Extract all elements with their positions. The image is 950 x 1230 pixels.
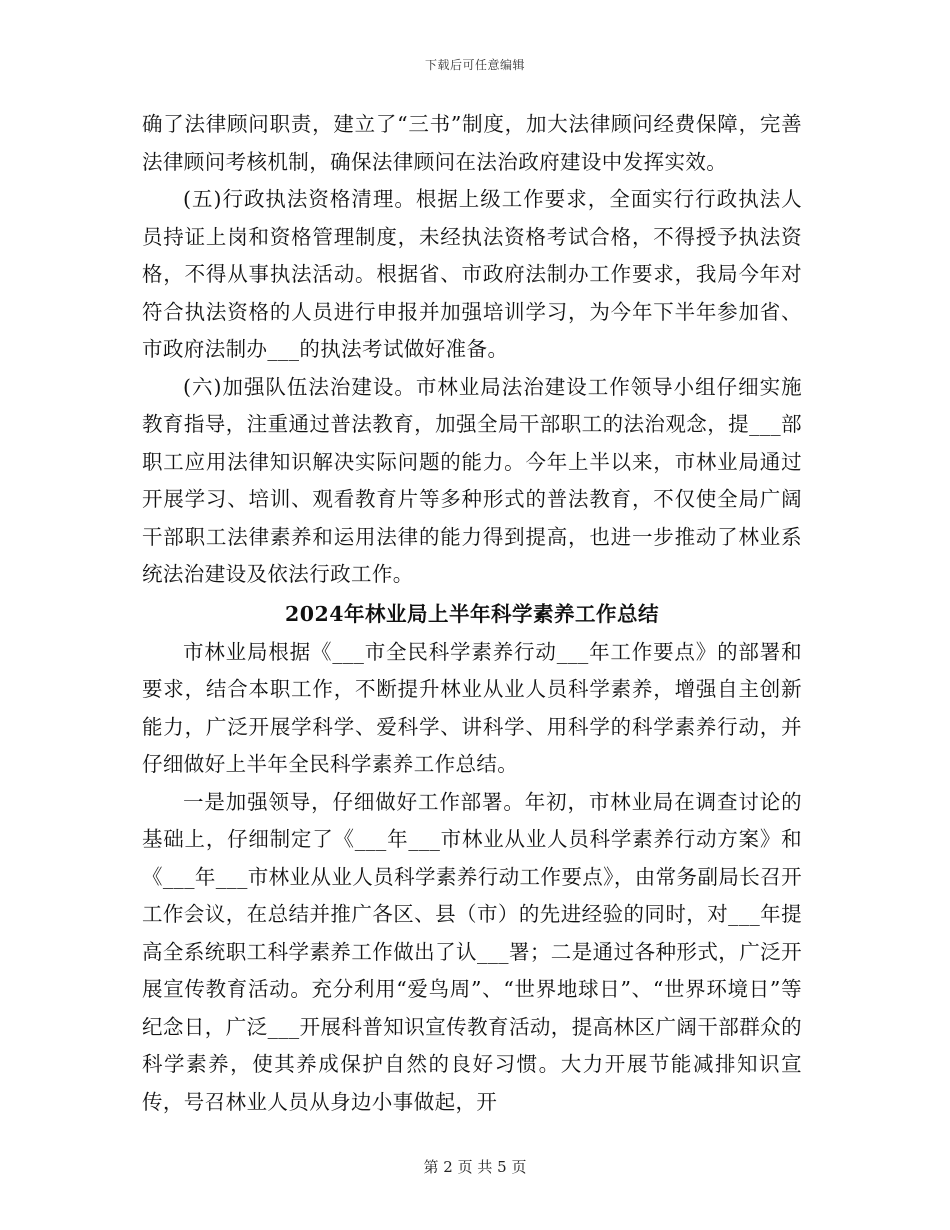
paragraph-continuation: 确了法律顾问职责，建立了“三书”制度，加大法律顾问经费保障，完善法律顾问考核机制，确保法律顾问在法治政府建设中发挥实效。: [142, 112, 802, 174]
document-body: [142, 106, 802, 1121]
paragraph-intro: 市林业局根据《___市全民科学素养行动___年工作要点》的部署和要求，结合本职工作，不断提升林业从业人员科学素养，增强自主创新能力，广泛开展学科学、爱科学、讲科学、用科学的科学素养行动，并仔细做好上半年全民科学素养工作总结。: [142, 639, 802, 776]
header-note: 下载后可任意编辑: [424, 58, 525, 72]
section-title: 2024年林业局上半年科学素养工作总结: [284, 601, 660, 626]
paragraph-team-rule-of-law: (六)加强队伍法治建设。市林业局法治建设工作领导小组仔细实施教育指导，注重通过普法教育，加强全局干部职工的法治观念，提___部职工应用法律知识解决实际问题的能力。今年上半以来，市林业局通过开展学习、培训、观看教育片等多种形式的普法教育，不仅使全局广阔干部职工法律素养和运用法律的能力得到提高，也进一步推动了林业系统法治建设及依法行政工作。: [142, 374, 802, 586]
page-number: 第 2 页 共 5 页: [423, 1158, 527, 1176]
paragraph-leadership: 一是加强领导，仔细做好工作部署。年初，市林业局在调查讨论的基础上，仔细制定了《___年___市林业从业人员科学素养行动方案》和《___年___市林业从业人员科学素养行动工作要点》，由常务副局长召开工作会议，在总结并推广各区、县（市）的先进经验的同时，对___年提高全系统职工科学素养工作做出了认___署；二是通过各种形式，广泛开展宣传教育活动。充分利用“爱鸟周”、“世界地球日”、“世界环境日”等纪念日，广泛___开展科普知识宣传教育活动，提高林区广阔干部群众的科学素养，使其养成保护自然的良好习惯。大力开展节能减排知识宣传，号召林业人员从身边小事做起，开: [142, 789, 802, 1114]
paragraph-enforcement-qualification: (五)行政执法资格清理。根据上级工作要求，全面实行行政执法人员持证上岗和资格管理制度，未经执法资格考试合格，不得授予执法资格，不得从事执法活动。根据省、市政府法制办工作要求，我局今年对符合执法资格的人员进行申报并加强培训学习，为今年下半年参加省、市政府法制办___的执法考试做好准备。: [142, 187, 802, 361]
